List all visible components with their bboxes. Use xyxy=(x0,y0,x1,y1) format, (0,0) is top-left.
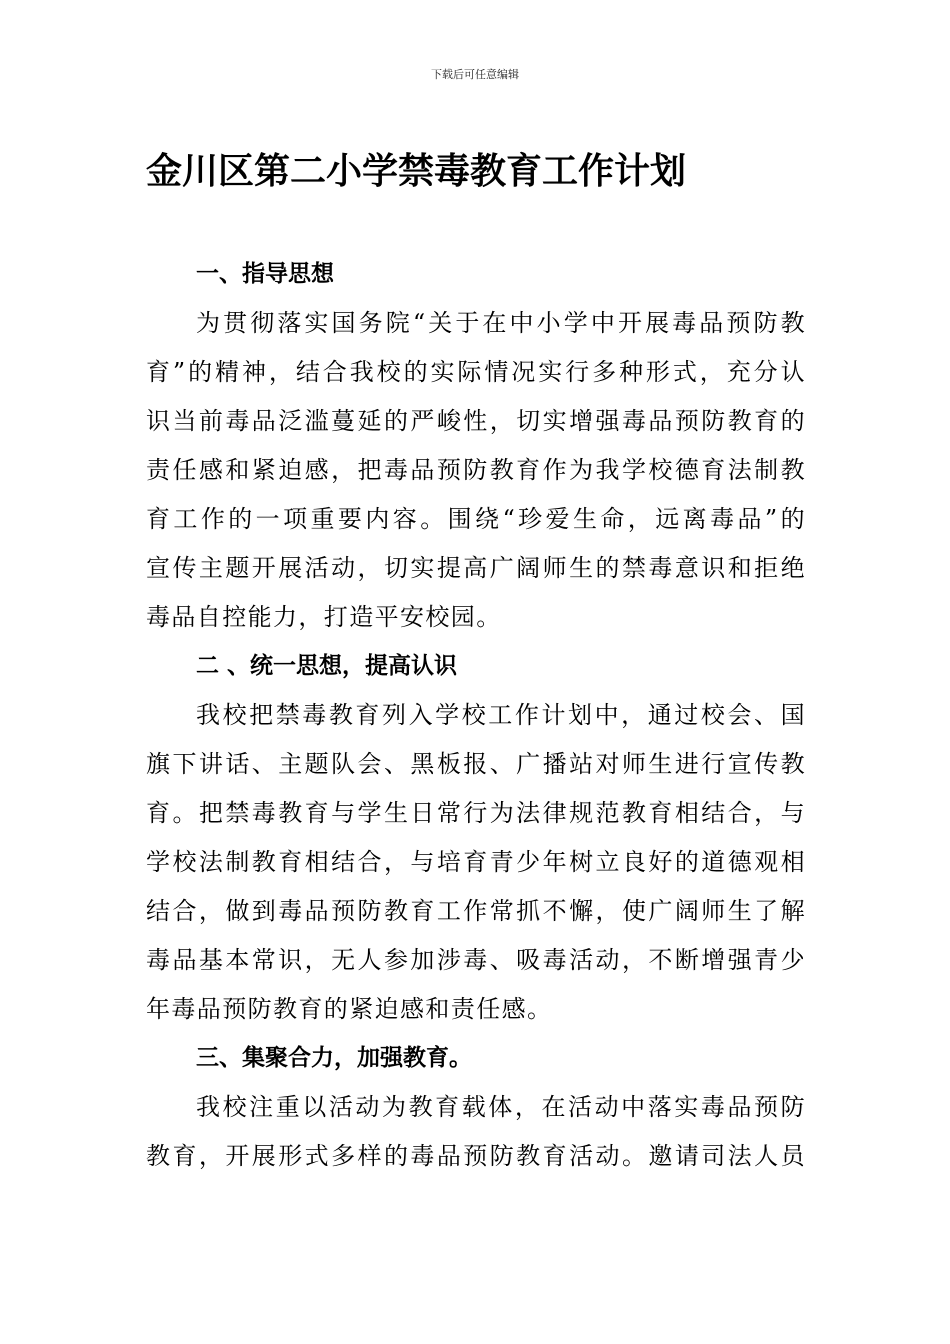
paragraph-line: 育”的精神，结合我校的实际情况实行多种形式，充分认 xyxy=(146,358,806,386)
header-note: 下载后可任意编辑 xyxy=(431,68,519,81)
paragraph-line: 我校注重以活动为教育载体，在活动中落实毒品预防 xyxy=(196,1093,806,1121)
document-title: 金川区第二小学禁毒教育工作计划 xyxy=(146,150,687,192)
paragraph-line: 旗下讲话、主题队会、黑板报、广播站对师生进行宣传教 xyxy=(146,750,806,778)
paragraph-line: 识当前毒品泛滥蔓延的严峻性，切实增强毒品预防教育的 xyxy=(146,407,806,435)
paragraph-line: 毒品自控能力，打造平安校园。 xyxy=(146,603,502,631)
paragraph-line: 宣传主题开展活动，切实提高广阔师生的禁毒意识和拒绝 xyxy=(146,554,806,582)
paragraph-line: 年毒品预防教育的紧迫感和责任感。 xyxy=(146,995,553,1023)
paragraph-line: 育。把禁毒教育与学生日常行为法律规范教育相结合，与 xyxy=(146,799,806,827)
section-heading-unify-thinking: 二 、统一思想，提高认识 xyxy=(196,653,458,679)
paragraph-line: 结合，做到毒品预防教育工作常抓不懈，使广阔师生了解 xyxy=(146,897,806,925)
paragraph-line: 为贯彻落实国务院“关于在中小学中开展毒品预防教 xyxy=(196,309,806,337)
section-heading-guiding-ideology: 一、指导思想 xyxy=(196,261,334,287)
paragraph-line: 我校把禁毒教育列入学校工作计划中，通过校会、国 xyxy=(196,701,806,729)
document-body xyxy=(146,250,806,1181)
paragraph-line: 育工作的一项重要内容。围绕“珍爱生命，远离毒品”的 xyxy=(146,505,806,533)
section-heading-gather-force: 三、集聚合力，加强教育。 xyxy=(196,1045,472,1071)
paragraph-line: 毒品基本常识，无人参加涉毒、吸毒活动，不断增强青少 xyxy=(146,946,806,974)
paragraph-line: 学校法制教育相结合，与培育青少年树立良好的道德观相 xyxy=(146,848,806,876)
paragraph-line: 教育，开展形式多样的毒品预防教育活动。邀请司法人员 xyxy=(146,1142,806,1170)
paragraph-line: 责任感和紧迫感，把毒品预防教育作为我学校德育法制教 xyxy=(146,456,806,484)
